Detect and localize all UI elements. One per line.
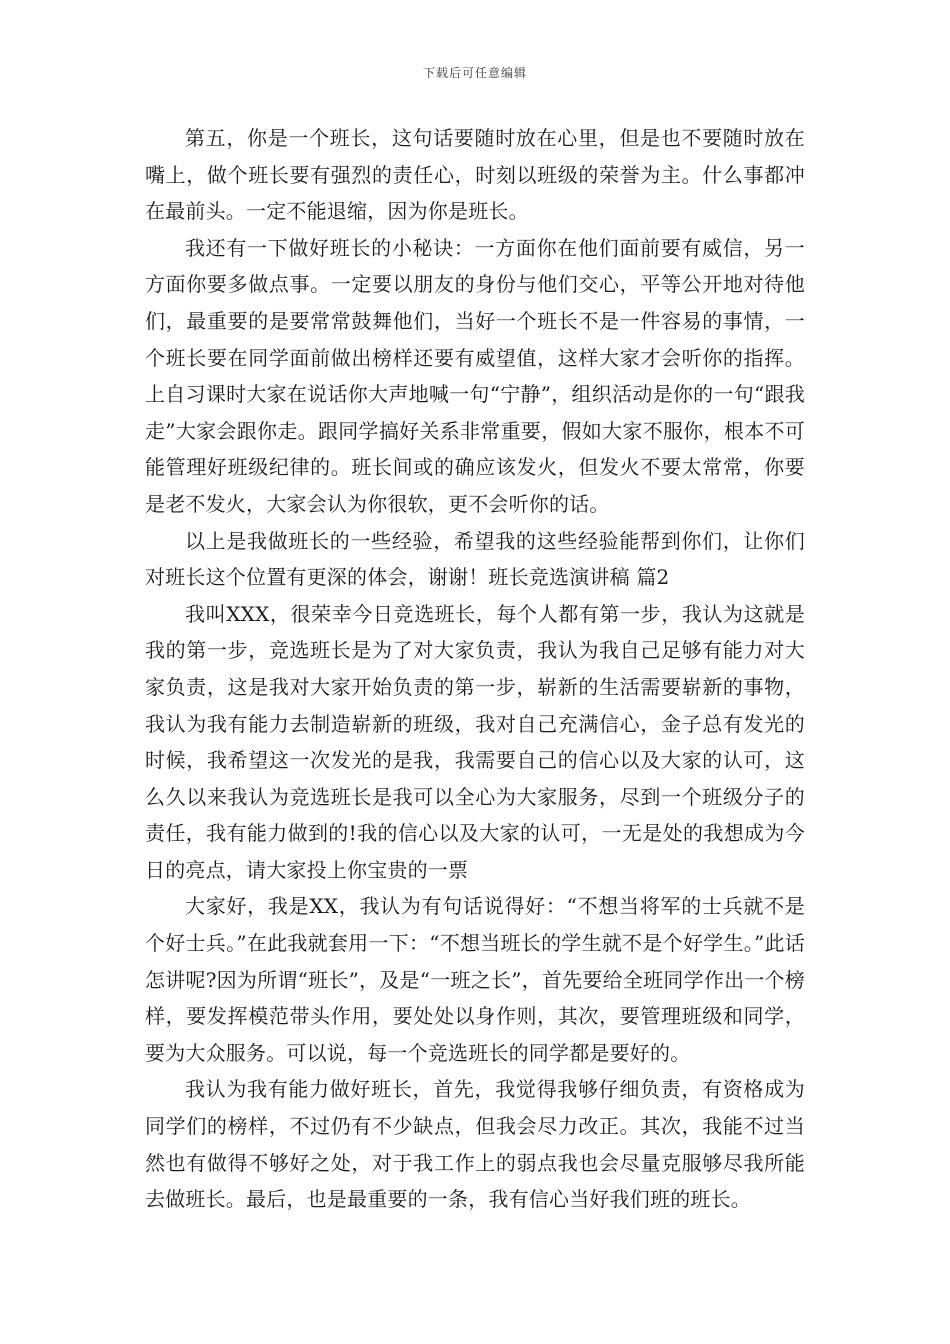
paragraph-4: 我叫XXX，很荣幸今日竞选班长，每个人都有第一步，我认为这就是我的第一步，竞选班长是为了对大家负责，我认为我自己足够有能力对大家负责，这是我对大家开始负责的第一步，崭新的生活需要崭新的事物，我认为我有能力去制造崭新的班级，我对自己充满信心，金子总有发光的时候，我希望这一次发光的是我，我需要自己的信心以及大家的认可，这么久以来我认为竞选班长是我可以全心为大家服务，尽到一个班级分子的责任，我有能力做到的!我的信心以及大家的认可，一无是处的我想成为今日的亮点，请大家投上你宝贵的一票 xyxy=(145,601,805,882)
document-body xyxy=(145,120,805,1218)
paragraph-1: 第五，你是一个班长，这句话要随时放在心里，但是也不要随时放在嘴上，做个班长要有强烈的责任心，时刻以班级的荣誉为主。什么事都冲在最前头。一定不能退缩，因为你是班长。 xyxy=(145,126,805,224)
paragraph-3: 以上是我做班长的一些经验，希望我的这些经验能帮到你们，让你们对班长这个位置有更深的体会，谢谢！班长竞选演讲稿 篇2 xyxy=(145,528,805,590)
paragraph-6: 我认为我有能力做好班长，首先，我觉得我够仔细负责，有资格成为同学们的榜样，不过仍有不少缺点，但我会尽力改正。其次，我能不过当然也有做得不够好之处，对于我工作上的弱点我也会尽量克服够尽我所能去做班长。最后，也是最重要的一条，我有信心当好我们班的班长。 xyxy=(145,1077,805,1212)
paragraph-2: 我还有一下做好班长的小秘诀：一方面你在他们面前要有威信，另一方面你要多做点事。一定要以朋友的身份与他们交心，平等公开地对待他们，最重要的是要常常鼓舞他们，当好一个班长不是一件容易的事情，一个班长要在同学面前做出榜样还要有威望值，这样大家才会听你的指挥。上自习课时大家在说话你大声地喊一句“宁静”，组织活动是你的一句“跟我走”大家会跟你走。跟同学搞好关系非常重要，假如大家不服你，根本不可能管理好班级纪律的。班长间或的确应该发火，但发火不要太常常，你要是老不发火，大家会认为你很软，更不会听你的话。 xyxy=(145,235,805,516)
page-header: 下载后可任意编辑 xyxy=(422,66,527,80)
paragraph-5: 大家好，我是XX，我认为有句话说得好：“不想当将军的士兵就不是个好士兵。”在此我就套用一下：“不想当班长的学生就不是个好学生。”此话怎讲呢?因为所谓“班长”，及是“一班之长”，首先要给全班同学作出一个榜样，要发挥模范带头作用，要处处以身作则，其次，要管理班级和同学，要为大众服务。可以说，每一个竞选班长的同学都是要好的。 xyxy=(145,894,805,1065)
